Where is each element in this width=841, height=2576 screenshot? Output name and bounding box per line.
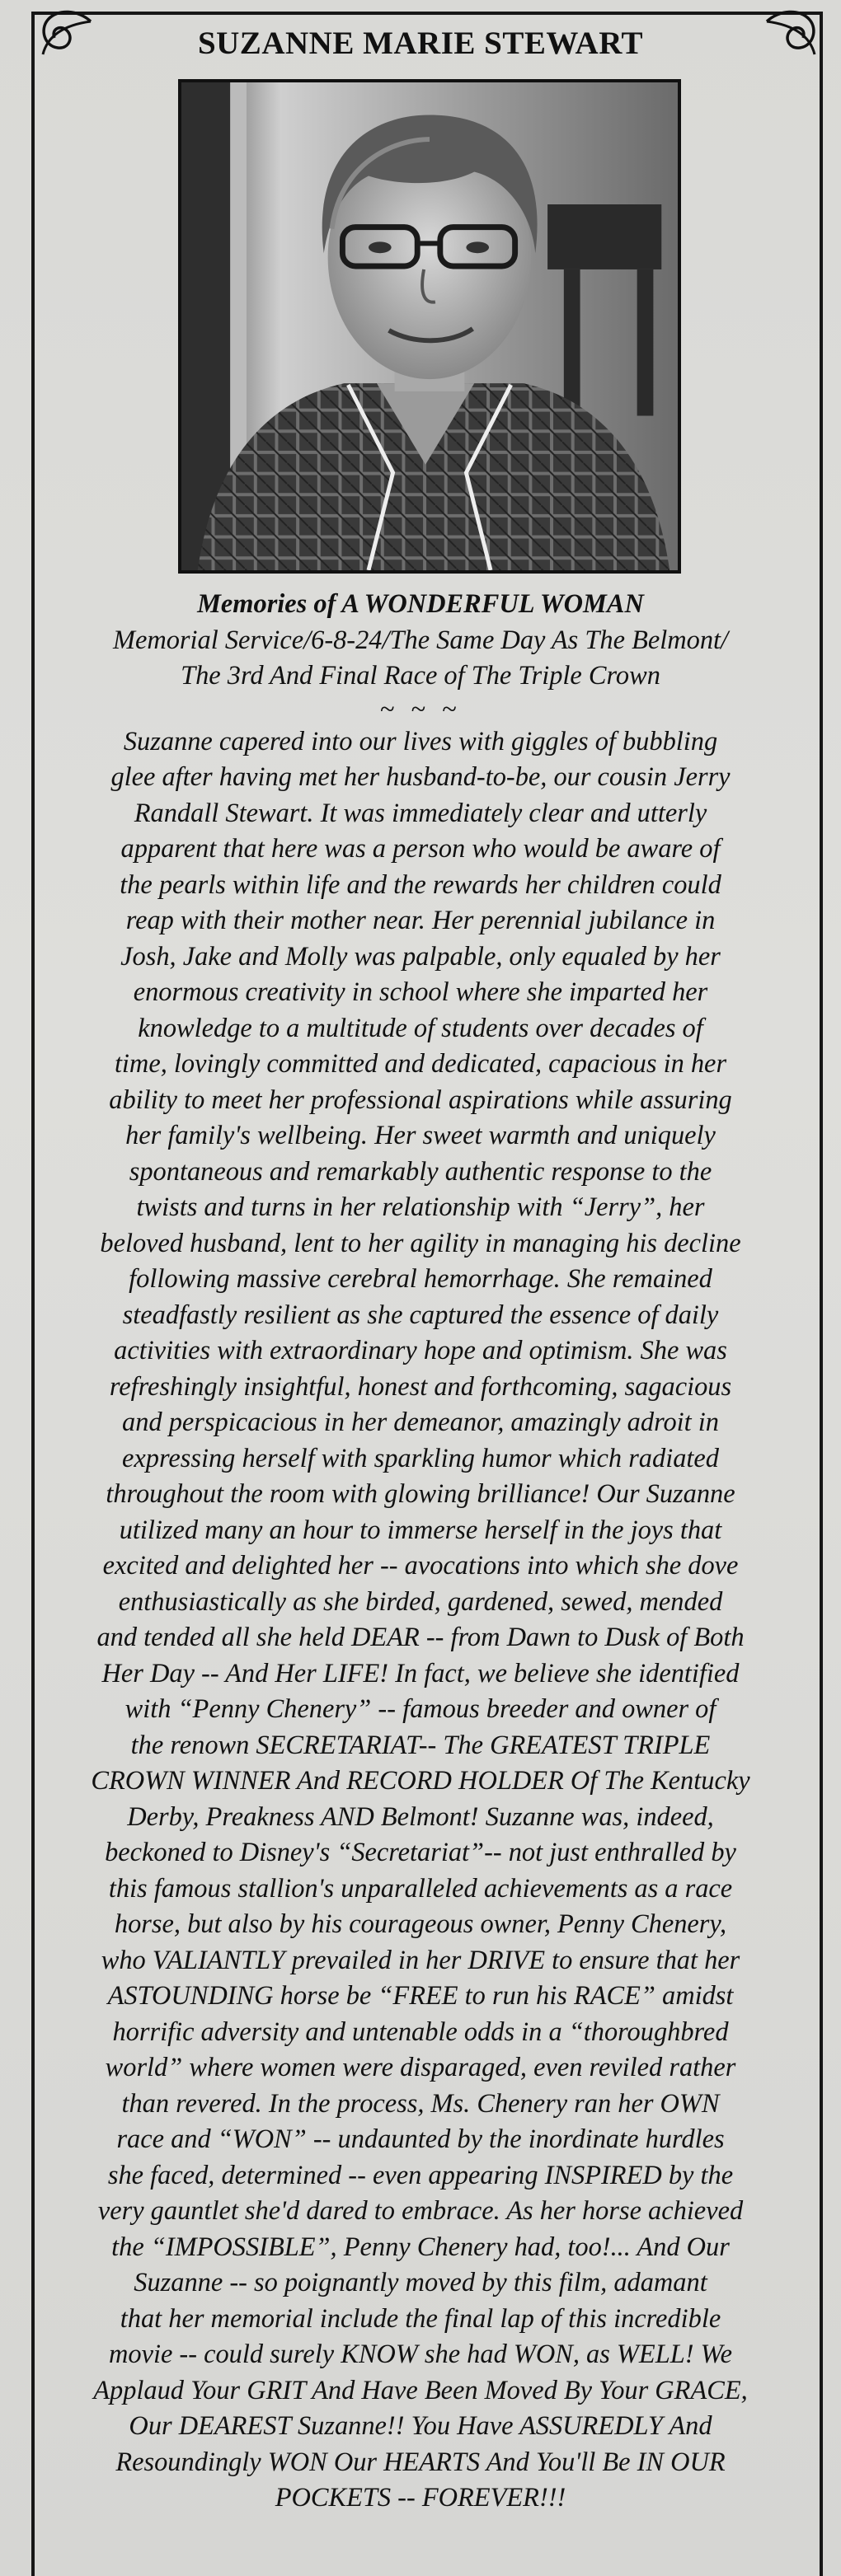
obituary-body-line: horse, but also by his courageous owner, Penny Chenery, xyxy=(114,1909,727,1939)
portrait-photo xyxy=(178,79,681,574)
obituary-body-line: refreshingly insightful, honest and forthcoming, sagacious xyxy=(109,1371,732,1402)
triple-crown-line: The 3rd And Final Race of The Triple Crown xyxy=(181,661,660,691)
obituary-body-line: race and “WON” -- undaunted by the inordinate hurdles xyxy=(116,2124,725,2154)
obituary-body-line: world” where women were disparaged, even reviled rather xyxy=(105,2053,736,2082)
obituary-body-line: very gauntlet she'd dared to embrace. As her horse achieved xyxy=(97,2196,744,2226)
obituary-body-line: the “IMPOSSIBLE”, Penny Chenery had, too!... And Our xyxy=(111,2232,730,2262)
obituary-body-line: knowledge to a multitude of students over decades of xyxy=(138,1013,703,1043)
obituary-text xyxy=(49,587,792,2517)
obituary-body-line: who VALIANTLY prevailed in her DRIVE to ensure that her xyxy=(101,1945,740,1975)
obituary-body-line: the renown SECRETARIAT-- The GREATEST TRIPLE xyxy=(130,1730,711,1760)
memorial-service-line: Memorial Service/6-8-24/The Same Day As The Belmont/ xyxy=(112,625,729,655)
obituary-body-line: Derby, Preakness AND Belmont! Suzanne was, indeed, xyxy=(127,1801,714,1832)
obituary-body-line: activities with extraordinary hope and optimism. She was xyxy=(114,1336,727,1365)
obituary-body-line: Suzanne capered into our lives with giggles of bubbling xyxy=(123,726,718,756)
obituary-body-line: Josh, Jake and Molly was palpable, only equaled by her xyxy=(120,941,721,972)
obituary-body-line: ability to meet her professional aspirations while assuring xyxy=(109,1084,732,1115)
obituary-body-line: horrific adversity and untenable odds in a “thoroughbred xyxy=(112,2016,729,2047)
obituary-body-line: POCKETS -- FOREVER!!! xyxy=(275,2483,566,2513)
obituary-body-line: Resoundingly WON Our HEARTS And You'll Be IN OUR xyxy=(115,2447,726,2477)
obituary-body-line: enthusiastically as she birded, gardened, sewed, mended xyxy=(118,1586,723,1617)
obituary-body-line: apparent that here was a person who would be aware of xyxy=(120,834,721,864)
obituary-body-line: time, lovingly committed and dedicated, capacious in her xyxy=(114,1049,727,1079)
obituary-name-heading: SUZANNE MARIE STEWART xyxy=(197,26,644,61)
obituary-body-line: Suzanne -- so poignantly moved by this film, adamant xyxy=(134,2268,707,2297)
obituary-body-line: the pearls within life and the rewards her children could xyxy=(120,869,721,900)
obituary-body-line: beloved husband, lent to her agility in managing his decline xyxy=(100,1228,741,1258)
obituary-body-line: movie -- could surely KNOW she had WON, as WELL! We xyxy=(109,2339,732,2369)
obituary-body-line: Applaud Your GRIT And Have Been Moved By Your GRACE, xyxy=(93,2375,748,2405)
obituary-body-line: her family's wellbeing. Her sweet warmth and uniquely xyxy=(125,1121,716,1150)
obituary-body-line: this famous stallion's unparalleled achievements as a race xyxy=(108,1873,733,1904)
obituary-body-line: utilized many an hour to immerse herself in the joys that xyxy=(119,1515,722,1545)
section-separator: ~ ~ ~ xyxy=(379,694,462,724)
obituary-body-line: following massive cerebral hemorrhage. She remained xyxy=(129,1264,712,1294)
obituary-body-line: beckoned to Disney's “Secretariat”-- not just enthralled by xyxy=(105,1838,736,1867)
obituary-body-line: reap with their mother near. Her perennial jubilance in xyxy=(125,906,716,935)
obituary-body-line: twists and turns in her relationship with “Jerry”, her xyxy=(136,1192,705,1222)
portrait-image xyxy=(181,82,678,570)
obituary-body-line: Randall Stewart. It was immediately clear and utterly xyxy=(134,798,707,828)
obituary-body-line: CROWN WINNER And RECORD HOLDER Of The Kentucky xyxy=(91,1766,750,1796)
memories-title: Memories of A WONDERFUL WOMAN xyxy=(197,589,644,619)
obituary-body-line: enormous creativity in school where she imparted her xyxy=(133,977,708,1007)
obituary-body xyxy=(49,724,792,2517)
obituary-body-line: steadfastly resilient as she captured the essence of daily xyxy=(122,1300,719,1330)
obituary-body-line: with “Penny Chenery” -- famous breeder and owner of xyxy=(125,1694,716,1724)
obituary-body-line: glee after having met her husband-to-be, our cousin Jerry xyxy=(110,762,731,792)
obituary-body-line: throughout the room with glowing brilliance! Our Suzanne xyxy=(106,1479,735,1509)
obituary-body-line: expressing herself with sparkling humor which radiated xyxy=(122,1443,719,1473)
obituary-body-line: and tended all she held DEAR -- from Dawn to Dusk of Both xyxy=(96,1623,745,1652)
obituary-body-line: than revered. In the process, Ms. Chenery ran her OWN xyxy=(121,2088,720,2119)
obituary-body-line: Her Day -- And Her LIFE! In fact, we believe she identified xyxy=(101,1658,740,1688)
obituary-body-line: she faced, determined -- even appearing INSPIRED by the xyxy=(107,2160,734,2190)
obituary-body-line: ASTOUNDING horse be “FREE to run his RACE” amidst xyxy=(107,1981,734,2011)
obituary-body-line: that her memorial include the final lap of this incredible xyxy=(120,2303,721,2334)
obituary-body-line: Our DEAREST Suzanne!! You Have ASSUREDLY And xyxy=(129,2411,712,2441)
obituary-body-line: excited and delighted her -- avocations into which she dove xyxy=(102,1551,739,1581)
obituary-body-line: and perspicacious in her demeanor, amazingly adroit in xyxy=(122,1407,719,1437)
obituary-body-line: spontaneous and remarkably authentic response to the xyxy=(129,1156,712,1187)
